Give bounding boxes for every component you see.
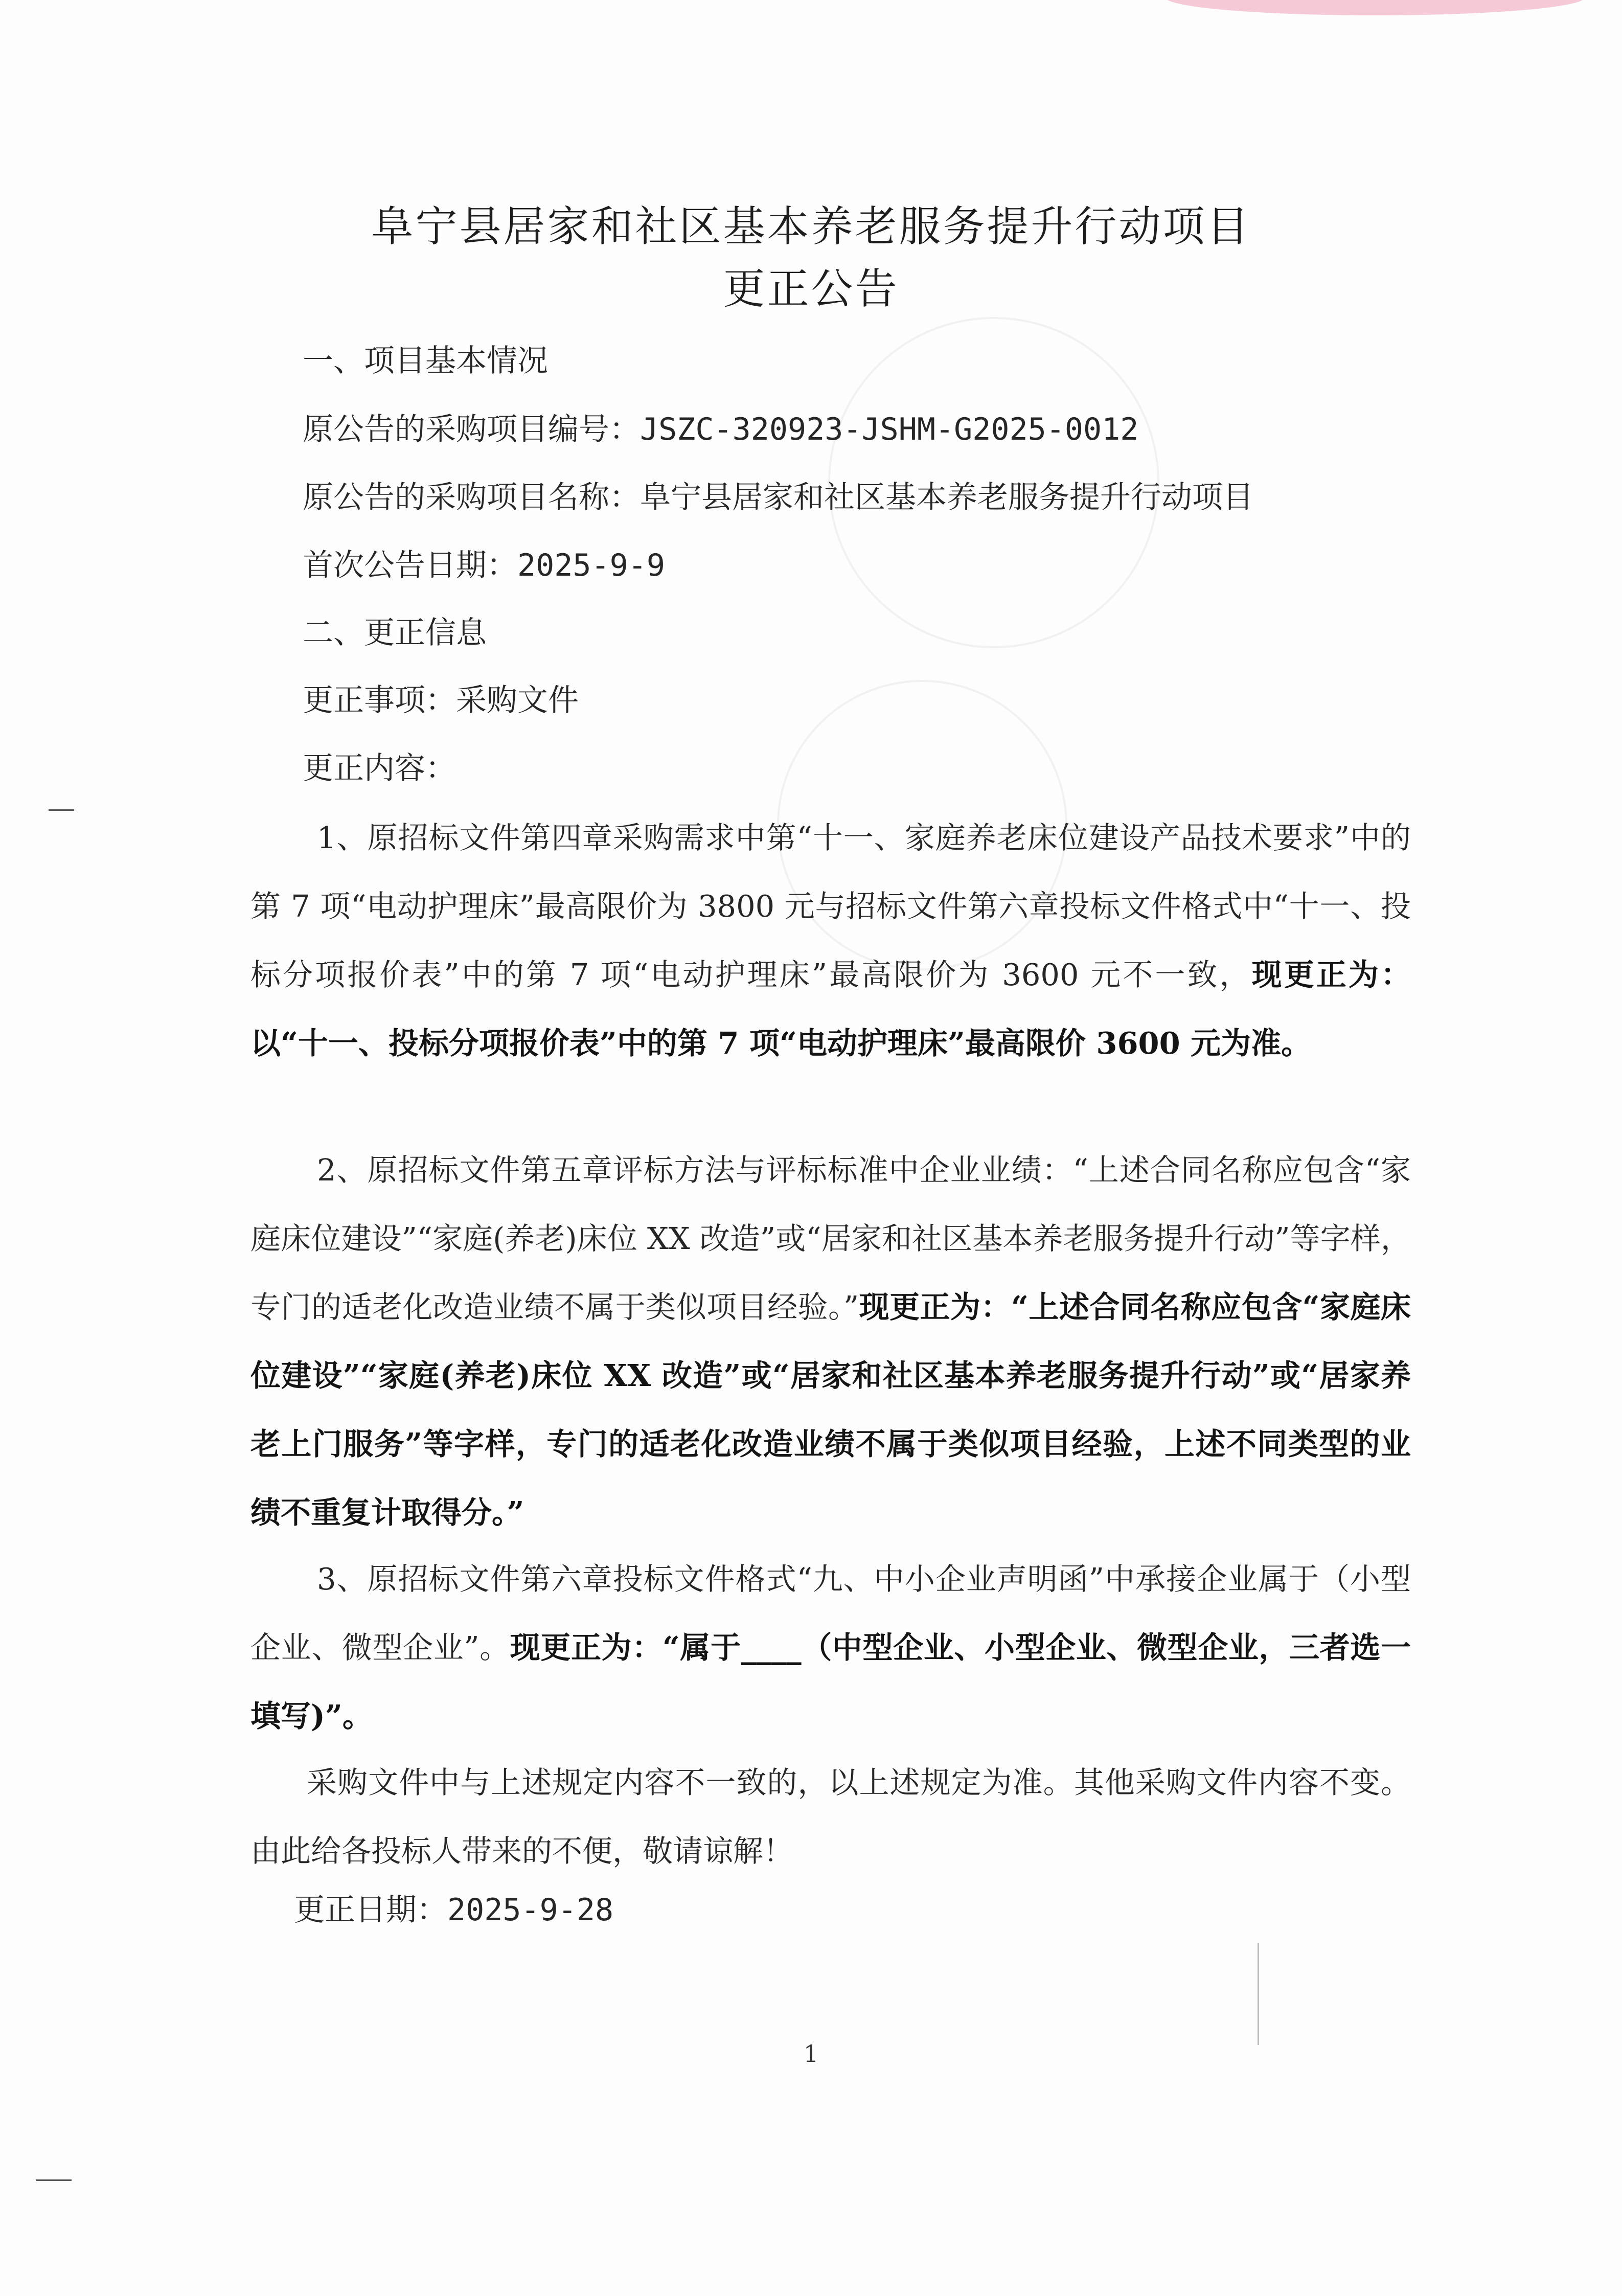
correction-date-row <box>294 1885 613 1929</box>
closing-paragraph: 采购文件中与上述规定内容不一致的，以上述规定为准。其他采购文件内容不变。由此给各投标人带来的不便，敬请谅解！ <box>250 1765 1411 1869</box>
correction-content-label: 更正内容： <box>303 751 456 786</box>
correction-paragraph-1 <box>250 804 1411 1078</box>
first-date-label: 首次公告日期： <box>303 548 517 583</box>
correction-item-row <box>303 676 579 720</box>
paragraph-correction-text: 现更正为：“上述合同名称应包含“家庭床位建设”“家庭(养老)床位 XX 改造”或“居家和社区基本养老服务提升行动”或“居家养老上门服务”等字样，专门的适老化改造业绩不属于类似项目经验，上述不同类型的业绩不重复计取得分。” <box>250 1289 1411 1530</box>
correction-date-label: 更正日期： <box>294 1892 447 1928</box>
document-title: 阜宁县居家和社区基本养老服务提升行动项目 <box>371 202 1251 251</box>
first-date-row <box>303 541 665 585</box>
paragraph-text: 3、原招标文件第六章投标文件格式“九、中小企业声明函”中承接企业属于（小型企业、微型企业”。 <box>250 1561 1411 1665</box>
scan-edge-mark <box>49 809 74 811</box>
paragraph-text: 2、原招标文件第五章评标方法与评标标准中企业业绩：“上述合同名称应包含“家庭床位建设”“家庭(养老)床位 XX 改造”或“居家和社区基本养老服务提升行动”等字样，专门的适老化改造业绩不属于类似项目经验。” <box>250 1152 1411 1325</box>
project-number-value: JSZC-320923-JSHM-G2025-0012 <box>640 412 1139 447</box>
document-subtitle: 更正公告 <box>723 265 899 313</box>
paragraph-correction-text: 现更正为：以“十一、投标分项报价表”中的第 7 项“电动护理床”最高限价 3600 元为准。 <box>250 957 1411 1061</box>
project-number-label: 原公告的采购项目编号： <box>303 412 640 447</box>
first-date-value: 2025-9-9 <box>517 548 665 583</box>
correction-item-label: 更正事项： <box>303 683 456 718</box>
paragraph-text: 1、原招标文件第四章采购需求中第“十一、家庭养老床位建设产品技术要求”中的第 7 项“电动护理床”最高限价为 3800 元与招标文件第六章投标文件格式中“十一、投标分项报价表”中的第 7 项“电动护理床”最高限价为 3600 元不一致， <box>250 820 1411 992</box>
project-name-value: 阜宁县居家和社区基本养老服务提升行动项目 <box>640 480 1253 515</box>
section-heading: 二、更正信息 <box>303 615 487 651</box>
correction-paragraph-3 <box>250 1545 1411 1751</box>
correction-date-value: 2025-9-28 <box>447 1892 614 1928</box>
project-number-row <box>303 405 1138 449</box>
correction-item-value: 采购文件 <box>456 683 579 718</box>
paragraph-correction-text: 现更正为：“属于____（中型企业、小型企业、微型企业，三者选一填写)”。 <box>250 1630 1411 1734</box>
section-heading: 一、项目基本情况 <box>303 343 548 379</box>
scan-stamp-mark <box>1166 0 1585 15</box>
correction-paragraph-2 <box>250 1136 1411 1547</box>
scan-edge-mark <box>1258 1943 1259 2045</box>
scan-edge-mark <box>36 2179 72 2181</box>
project-name-row <box>303 473 1253 517</box>
project-name-label: 原公告的采购项目名称： <box>303 480 640 515</box>
page-number: 1 <box>803 2040 819 2067</box>
